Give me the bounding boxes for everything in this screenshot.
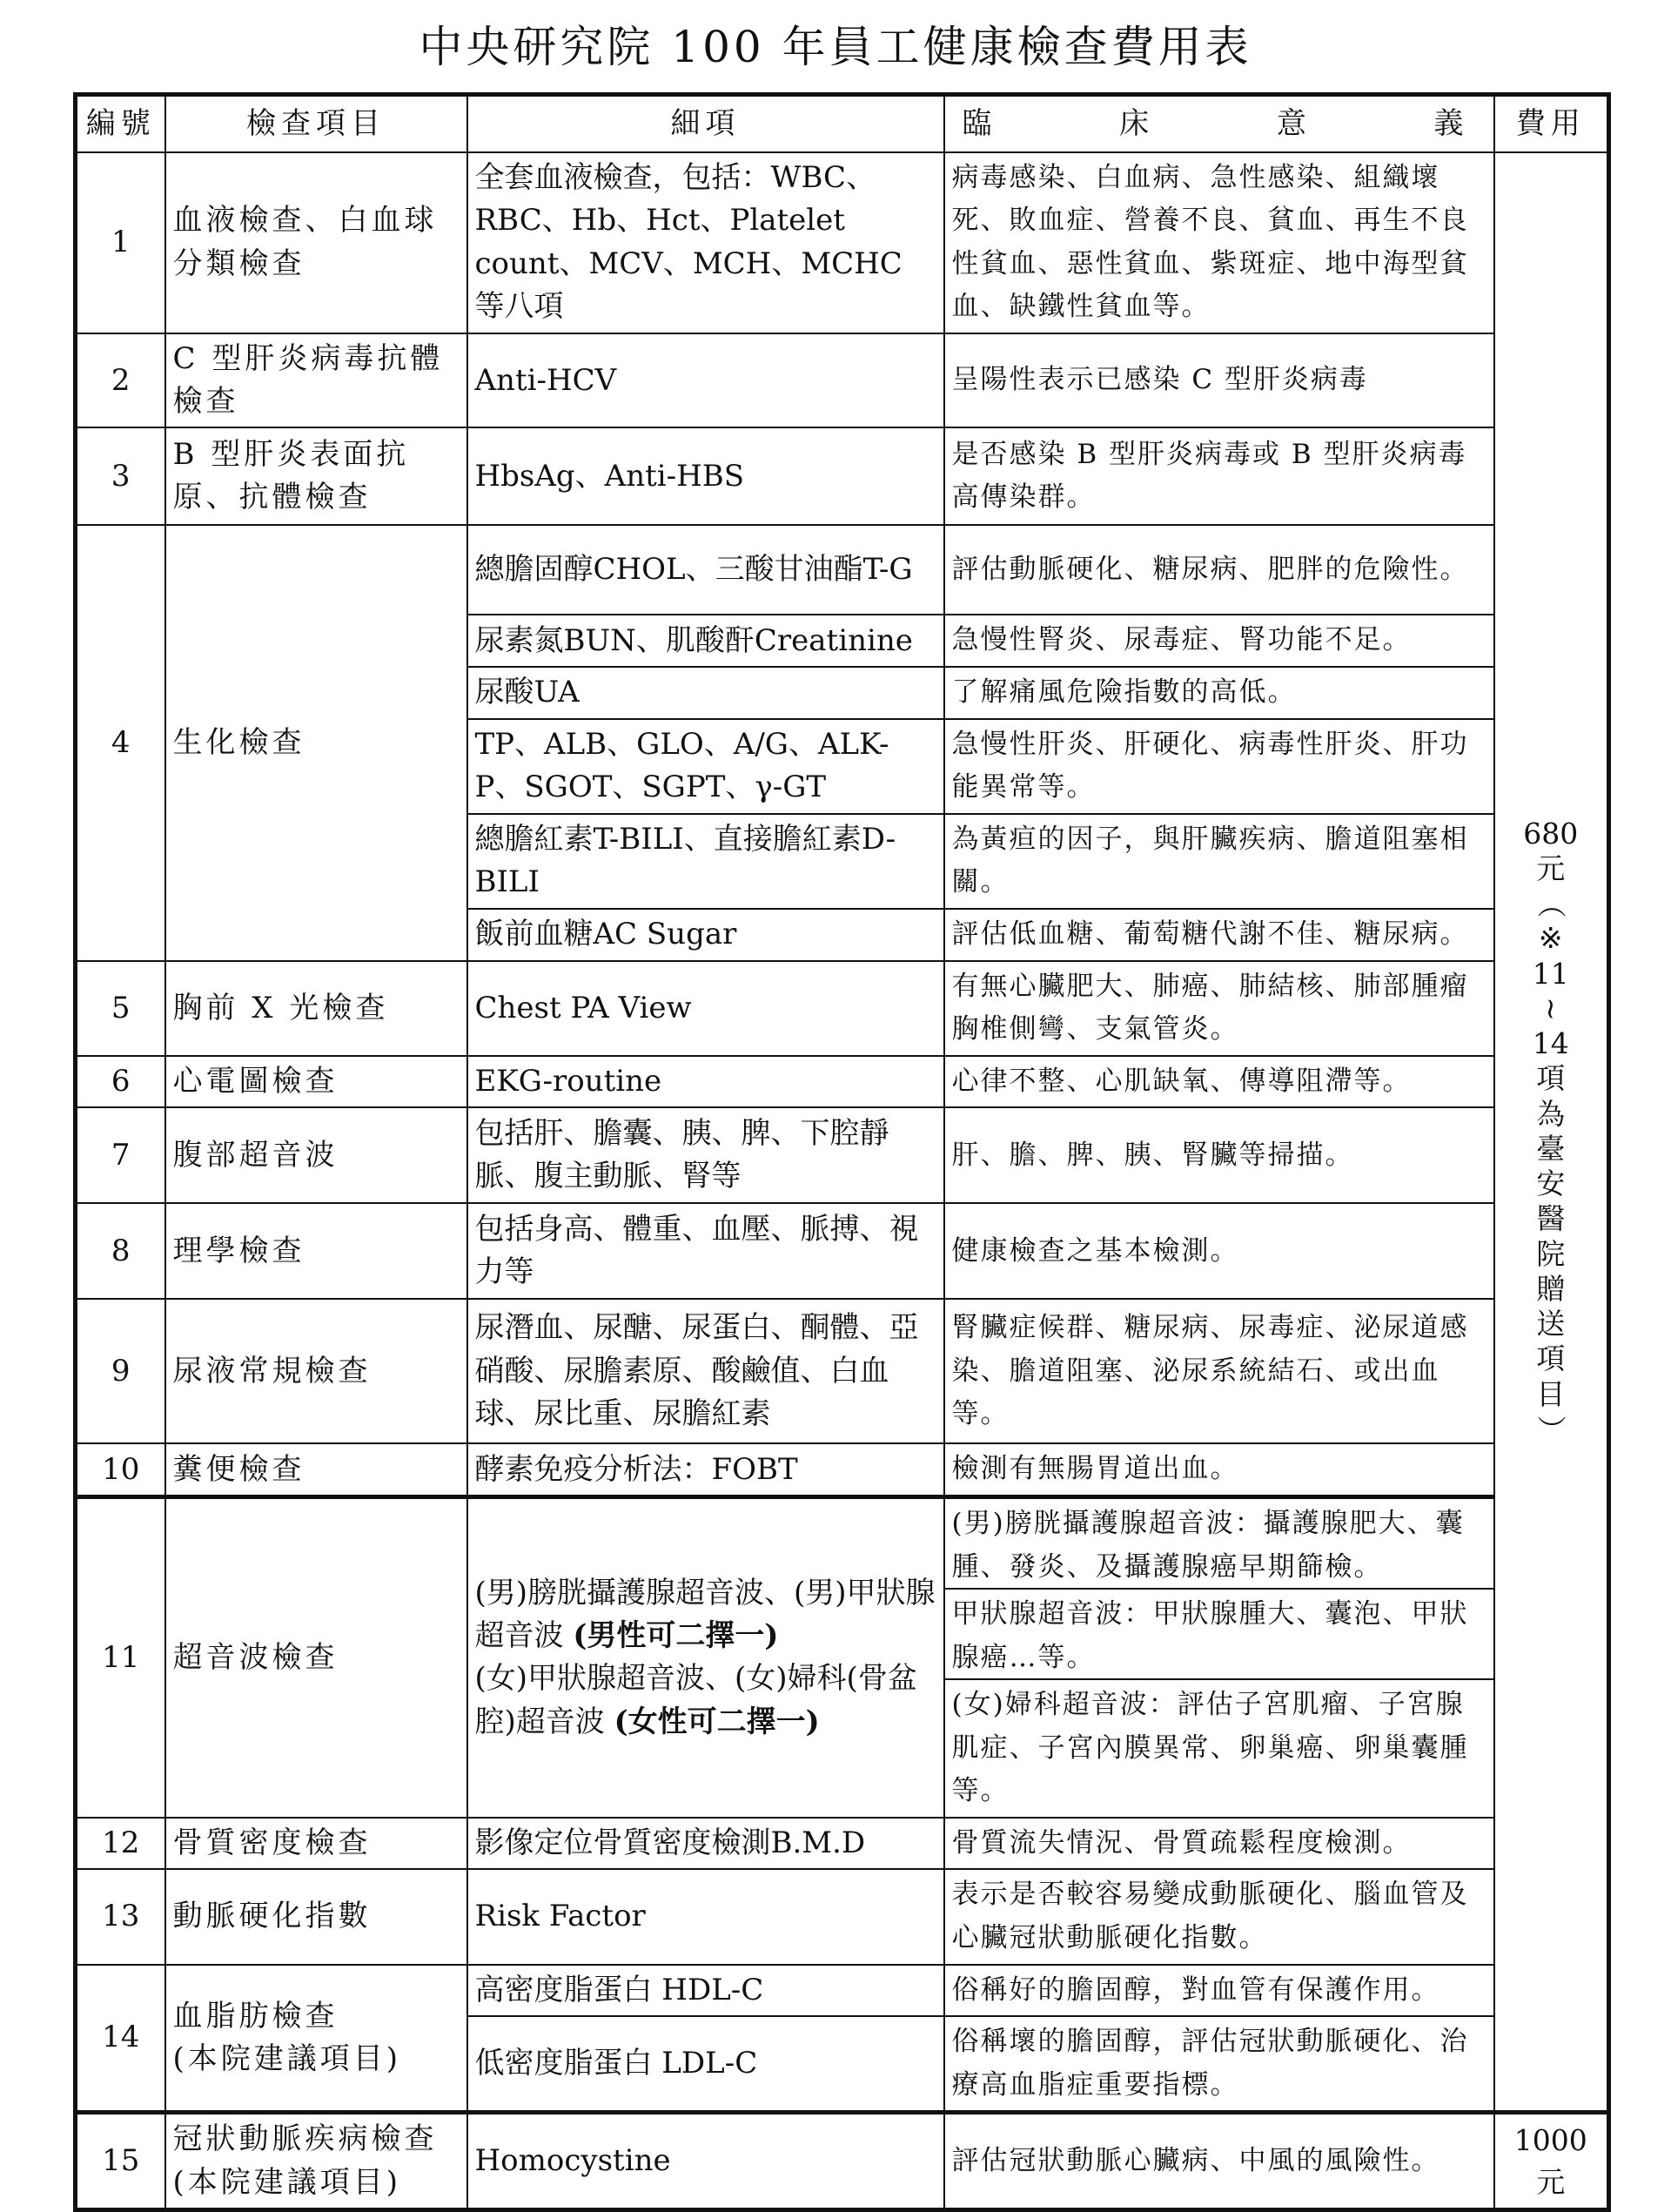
row-item: 心電圖檢查 — [165, 1056, 467, 1108]
fee-note-char: ※ — [1538, 921, 1563, 956]
meaning-sub: (男)膀胱攝護腺超音波：攝護腺肥大、囊腫、發炎、及攝護腺癌早期篩檢。 — [945, 1499, 1493, 1590]
row-detail: 尿酸UA — [467, 667, 944, 719]
table-row — [76, 2113, 1609, 2210]
row-detail: 飯前血糖AC Sugar — [467, 909, 944, 961]
row-meaning: 急慢性腎炎、尿毒症、腎功能不足。 — [944, 615, 1494, 667]
row-item — [165, 2113, 467, 2210]
header-meaning-char: 床 — [1119, 105, 1155, 141]
row-meaning: 評估冠狀動脈心臟病、中風的風險性。 — [944, 2113, 1494, 2210]
item-text: 冠狀動脈疾病檢查 — [172, 2121, 438, 2157]
row-item: 理學檢查 — [165, 1203, 467, 1299]
detail-note: (女性可二擇一) — [614, 1704, 820, 1739]
table-row — [76, 1107, 1609, 1203]
row-detail: Risk Factor — [467, 1869, 944, 1964]
row-meaning: 檢測有無腸胃道出血。 — [944, 1443, 1494, 1496]
row-meaning: 健康檢查之基本檢測。 — [944, 1203, 1494, 1299]
fee-unit: 元 — [1536, 851, 1566, 885]
row-meaning: 骨質流失情況、骨質疏鬆程度檢測。 — [944, 1818, 1494, 1870]
row-no: 3 — [76, 427, 165, 525]
header-no: 編號 — [76, 95, 165, 152]
row-no: 8 — [76, 1203, 165, 1299]
row-detail: 尿潛血、尿醣、尿蛋白、酮體、亞硝酸、尿膽素原、酸鹼值、白血球、尿比重、尿膽紅素 — [467, 1299, 944, 1443]
item-note: (本院建議項目) — [172, 2164, 402, 2200]
detail-note: (男性可二擇一) — [573, 1618, 779, 1654]
fee-note-char: 為 — [1536, 1096, 1566, 1131]
row-detail: Anti-HCV — [467, 333, 944, 428]
row-detail: 高密度脂蛋白 HDL-C — [467, 1965, 944, 2017]
row-detail: 尿素氮BUN、肌酸酐Creatinine — [467, 615, 944, 667]
row-item: 骨質密度檢查 — [165, 1818, 467, 1870]
row-item: 尿液常規檢查 — [165, 1299, 467, 1443]
fee-note-char: 贈 — [1536, 1271, 1566, 1306]
row-item: B 型肝炎表面抗原、抗體檢查 — [165, 427, 467, 525]
header-fee: 費用 — [1494, 95, 1609, 152]
fee-note-char: 臺 — [1536, 1131, 1566, 1166]
fee-note-char: 14 — [1532, 1026, 1569, 1061]
row-detail: HbsAg、Anti-HBS — [467, 427, 944, 525]
row-item: 糞便檢查 — [165, 1443, 467, 1496]
table-row — [76, 1443, 1609, 1496]
row-item: 血液檢查、白血球分類檢查 — [165, 152, 467, 333]
row-meaning: 評估動脈硬化、糖尿病、肥胖的危險性。 — [944, 525, 1494, 615]
row-detail: 影像定位骨質密度檢測B.M.D — [467, 1818, 944, 1870]
row-meaning: 心律不整、心肌缺氧、傳導阻滯等。 — [944, 1056, 1494, 1108]
table-row — [76, 427, 1609, 525]
row-detail: 總膽固醇CHOL、三酸甘油酯T-G — [467, 525, 944, 615]
row-no: 7 — [76, 1107, 165, 1203]
row-meaning: 表示是否較容易變成動脈硬化、腦血管及心臟冠狀動脈硬化指數。 — [944, 1869, 1494, 1964]
row-detail: 酵素免疫分析法：FOBT — [467, 1443, 944, 1496]
table-row — [76, 961, 1609, 1056]
row-meaning: 有無心臟肥大、肺癌、肺結核、肺部腫瘤胸椎側彎、支氣管炎。 — [944, 961, 1494, 1056]
row-meaning: 病毒感染、白血病、急性感染、組織壞死、敗血症、營養不良、貧血、再生不良性貧血、惡性貧血、紫斑症、地中海型貧血、缺鐵性貧血等。 — [944, 152, 1494, 333]
header-meaning-char: 臨 — [962, 105, 997, 141]
fee-table — [73, 92, 1611, 2212]
fee-note-char: 項 — [1536, 1341, 1566, 1376]
fee-open-paren: （ — [1533, 889, 1568, 918]
row-meaning: 了解痛風危險指數的高低。 — [944, 667, 1494, 719]
row-detail: Chest PA View — [467, 961, 944, 1056]
row-item: 動脈硬化指數 — [165, 1869, 467, 1964]
row-meaning: 評估低血糖、葡萄糖代謝不佳、糖尿病。 — [944, 909, 1494, 961]
fee-close-paren: ） — [1533, 1415, 1568, 1444]
fee-note-char: ~ — [1533, 997, 1568, 1021]
fee-note-cell — [1494, 152, 1609, 2113]
row-no: 1 — [76, 152, 165, 333]
table-row — [76, 525, 1609, 615]
header-row — [76, 95, 1609, 152]
item-note: (本院建議項目) — [172, 2041, 402, 2076]
row-item — [165, 1965, 467, 2113]
table-row — [76, 1497, 1609, 1818]
row-no: 9 — [76, 1299, 165, 1443]
row-meaning: 肝、膽、脾、胰、腎臟等掃描。 — [944, 1107, 1494, 1203]
row-no: 6 — [76, 1056, 165, 1108]
table-row — [76, 333, 1609, 428]
row-no: 2 — [76, 333, 165, 428]
row-detail: EKG-routine — [467, 1056, 944, 1108]
table-row — [76, 1965, 1609, 2017]
row-detail: Homocystine — [467, 2113, 944, 2210]
fee-note-char: 11 — [1532, 956, 1569, 991]
row-detail — [467, 1497, 944, 1818]
table-row — [76, 1869, 1609, 1964]
fee-note-char: 送 — [1536, 1307, 1566, 1341]
row-no: 13 — [76, 1869, 165, 1964]
fee-note-char: 項 — [1536, 1061, 1566, 1096]
row-detail: 全套血液檢查，包括：WBC、RBC、Hb、Hct、Platelet count、MCV、MCH、MCHC 等八項 — [467, 152, 944, 333]
row-meaning: 腎臟症候群、糖尿病、尿毒症、泌尿道感染、膽道阻塞、泌尿系統結石、或出血等。 — [944, 1299, 1494, 1443]
row-fee: 1000 元 — [1494, 2113, 1609, 2210]
table-row — [76, 1818, 1609, 1870]
row-no: 15 — [76, 2113, 165, 2210]
row-meaning: 是否感染 B 型肝炎病毒或 B 型肝炎病毒高傳染群。 — [944, 427, 1494, 525]
table-row — [76, 1203, 1609, 1299]
table-row — [76, 152, 1609, 333]
row-meaning: 俗稱好的膽固醇，對血管有保護作用。 — [944, 1965, 1494, 2017]
row-detail: 總膽紅素T-BILI、直接膽紅素D-BILI — [467, 814, 944, 909]
fee-note-char: 目 — [1536, 1376, 1566, 1411]
row-item: 超音波檢查 — [165, 1497, 467, 1818]
fee-note-char: 院 — [1536, 1236, 1566, 1271]
row-detail: 包括肝、膽囊、胰、脾、下腔靜脈、腹主動脈、腎等 — [467, 1107, 944, 1203]
row-no: 10 — [76, 1443, 165, 1496]
row-meaning: 急慢性肝炎、肝硬化、病毒性肝炎、肝功能異常等。 — [944, 719, 1494, 814]
item-text: 血脂肪檢查 — [172, 1998, 339, 2034]
row-no: 5 — [76, 961, 165, 1056]
page-title: 中央研究院 100 年員工健康檢查費用表 — [419, 22, 1252, 72]
header-item: 檢查項目 — [165, 95, 467, 152]
row-item: 腹部超音波 — [165, 1107, 467, 1203]
row-meaning: 呈陽性表示已感染 C 型肝炎病毒 — [944, 333, 1494, 428]
row-item: C 型肝炎病毒抗體檢查 — [165, 333, 467, 428]
row-item: 生化檢查 — [165, 525, 467, 960]
header-meaning — [944, 95, 1494, 152]
row-item: 胸前 X 光檢查 — [165, 961, 467, 1056]
table-row — [76, 1056, 1609, 1108]
meaning-sub: (女)婦科超音波：評估子宮肌瘤、子宮腺肌症、子宮內膜異常、卵巢癌、卵巢囊腫等。 — [951, 1689, 1469, 1807]
fee-amount: 680 — [1523, 816, 1579, 851]
detail-text: (女)甲狀腺超音波、(女)婦科(骨盆腔)超音波 — [474, 1661, 917, 1739]
row-no: 14 — [76, 1965, 165, 2113]
header-meaning-char: 義 — [1433, 105, 1469, 141]
row-no: 12 — [76, 1818, 165, 1870]
table-row — [76, 1299, 1609, 1443]
row-meaning — [944, 1497, 1494, 1818]
fee-note-char: 醫 — [1536, 1201, 1566, 1236]
row-no: 4 — [76, 525, 165, 960]
header-meaning-char: 意 — [1276, 105, 1312, 141]
fee-note-char: 安 — [1536, 1167, 1566, 1201]
row-detail: 低密度脂蛋白 LDL-C — [467, 2016, 944, 2113]
row-meaning: 為黃疸的因子，與肝臟疾病、膽道阻塞相關。 — [944, 814, 1494, 909]
meaning-sub: 甲狀腺超音波：甲狀腺腫大、囊泡、甲狀腺癌…等。 — [945, 1590, 1493, 1680]
header-detail: 細項 — [467, 95, 944, 152]
row-detail: 包括身高、體重、血壓、脈搏、視力等 — [467, 1203, 944, 1299]
detail-text: (男)膀胱攝護腺超音波、(男)甲狀腺超音波 — [474, 1575, 936, 1654]
row-detail: TP、ALB、GLO、A/G、ALK-P、SGOT、SGPT、γ-GT — [467, 719, 944, 814]
row-no: 11 — [76, 1497, 165, 1818]
row-meaning: 俗稱壞的膽固醇，評估冠狀動脈硬化、治療高血脂症重要指標。 — [944, 2016, 1494, 2113]
